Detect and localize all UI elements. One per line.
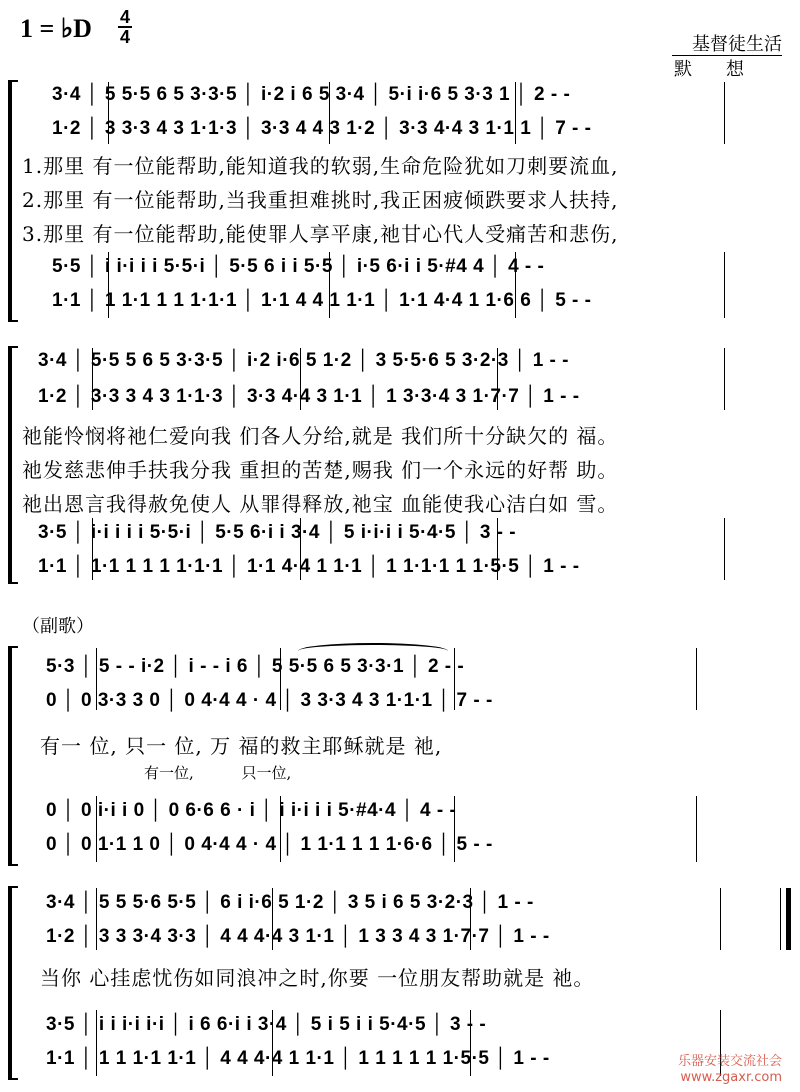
- time-signature-top: 4: [119, 7, 130, 27]
- barline: [724, 518, 725, 580]
- source-label: 基督徒生活: [692, 34, 782, 55]
- key-signature: 1 = ♭D: [20, 14, 92, 43]
- system-brace: [8, 80, 18, 322]
- soprano-line: 5·3 │ 5 - - i·2 │ i - - i 6 │ 5 5·5 6 5 3·3·1 │ 2 - -: [46, 656, 465, 677]
- alto-line: 1·2 │ 3·3 3 4 3 1·1·3 │ 3·3 4·4 3 1·1 │ 1 3·3·4 3 1·7·7 │ 1 - -: [38, 386, 580, 407]
- tenor-line: 0 │ 0 i·i i 0 │ 0 6·6 6 · i │ i i·i i i 5·#4·4 │ 4 - -: [46, 800, 457, 821]
- bass-line: 1·1 │ 1 1·1 1 1 1·1·1 │ 1·1 4 4 1 1·1 │ 1·1 4·4 1 1·6 6 │ 5 - -: [52, 290, 592, 311]
- lyric-echo: 有一位, 只一位,: [144, 764, 292, 782]
- barline: [696, 648, 697, 710]
- lyric-main: 有一 位, 只一 位, 万 福的救主耶稣就是 祂,: [40, 734, 443, 758]
- bass-line: 1·1 │ 1·1 1 1 1 1·1·1 │ 1·1 4·4 1 1·1 │ 1 1·1·1 1 1·5·5 │ 1 - -: [38, 556, 580, 577]
- time-signature: [118, 8, 132, 46]
- soprano-line: 3·4 │ 5 5·5 6 5 3·3·5 │ i·2 i 6 5 3·4 │ 5·i i·6 5 3·3 1 │ 2 - -: [52, 84, 571, 105]
- barline: [724, 82, 725, 144]
- final-barline-thick: [786, 888, 791, 950]
- watermark: [678, 1054, 782, 1086]
- lyric-verse-2: 2.那里 有一位能帮助,当我重担难挑时,我正困疲倾跌要求人扶持,: [22, 188, 619, 212]
- system-brace: [8, 346, 18, 584]
- lyric-verse-1: 当你 心挂虑忧伤如同浪冲之时,你要 一位朋友帮助就是 祂。: [40, 966, 595, 990]
- barline: [696, 796, 697, 862]
- bass-line: 0 │ 0 1·1 1 0 │ 0 4·4 4 · 4 │ 1 1·1 1 1 1·6·6 │ 5 - -: [46, 834, 493, 855]
- lyric-verse-3: 3.那里 有一位能帮助,能使罪人享平康,祂甘心代人受痛苦和悲伤,: [22, 222, 619, 246]
- barline: [724, 252, 725, 318]
- barline: [720, 888, 721, 950]
- soprano-line: 3·4 │ 5·5 5 6 5 3·3·5 │ i·2 i·6 5 1·2 │ 3 5·5·6 5 3·2·3 │ 1 - -: [38, 350, 569, 371]
- lyric-verse-2: 祂发慈悲伸手扶我分我 重担的苦楚,赐我 们一个永远的好帮 助。: [22, 458, 619, 482]
- watermark-line-1: 乐器安装交流社会: [677, 1054, 782, 1069]
- tenor-line: 5·5 │ i i·i i i 5·5·i │ 5·5 6 i i 5·5 │ i·5 6·i i 5·#4 4 │ 4 - -: [52, 256, 545, 277]
- caption-title: 默想: [674, 59, 778, 80]
- final-barline-thin: [780, 888, 781, 950]
- tenor-line: 3·5 │ i i i·i i·i │ i 6 6·i i 3·4 │ 5 i 5 i i 5·4·5 │ 3 - -: [46, 1014, 487, 1035]
- system-brace: [8, 886, 18, 1080]
- lyric-verse-3: 祂出恩言我得赦免使人 从罪得释放,祂宝 血能使我心洁白如 雪。: [22, 492, 619, 516]
- chorus-label: （副歌）: [22, 616, 94, 637]
- time-signature-bottom: 4: [119, 27, 130, 47]
- tenor-line: 3·5 │ i·i i i i 5·5·i │ 5·5 6·i i 3·4 │ 5 i·i·i i 5·4·5 │ 3 - -: [38, 522, 517, 543]
- alto-line: 0 │ 0 3·3 3 0 │ 0 4·4 4 · 4 │ 3 3·3 4 3 1·1·1 │ 7 - -: [46, 690, 493, 711]
- alto-line: 1·2 │ 3 3 3·4 3·3 │ 4 4 4·4 3 1·1 │ 1 3 3 4 3 1·7·7 │ 1 - -: [46, 926, 550, 947]
- lyric-verse-1: 祂能怜悯将祂仁爱向我 们各人分给,就是 我们所十分缺欠的 福。: [22, 424, 619, 448]
- bass-line: 1·1 │ 1 1 1·1 1·1 │ 4 4 4·4 1 1·1 │ 1 1 1 1 1 1·5·5 │ 1 - -: [46, 1048, 550, 1069]
- barline: [724, 348, 725, 410]
- system-brace: [8, 646, 18, 866]
- alto-line: 1·2 │ 3 3·3 4 3 1·1·3 │ 3·3 4 4 3 1·2 │ 3·3 4·4 3 1·1 1 │ 7 - -: [52, 118, 592, 139]
- lyric-verse-1: 1.那里 有一位能帮助,能知道我的软弱,生命危险犹如刀刺要流血,: [22, 154, 619, 178]
- soprano-line: 3·4 │ 5 5 5·6 5·5 │ 6 i i·6 5 1·2 │ 3 5 i 6 5 3·2·3 │ 1 - -: [46, 892, 534, 913]
- watermark-line-2: www.zgaxr.com: [680, 1070, 782, 1085]
